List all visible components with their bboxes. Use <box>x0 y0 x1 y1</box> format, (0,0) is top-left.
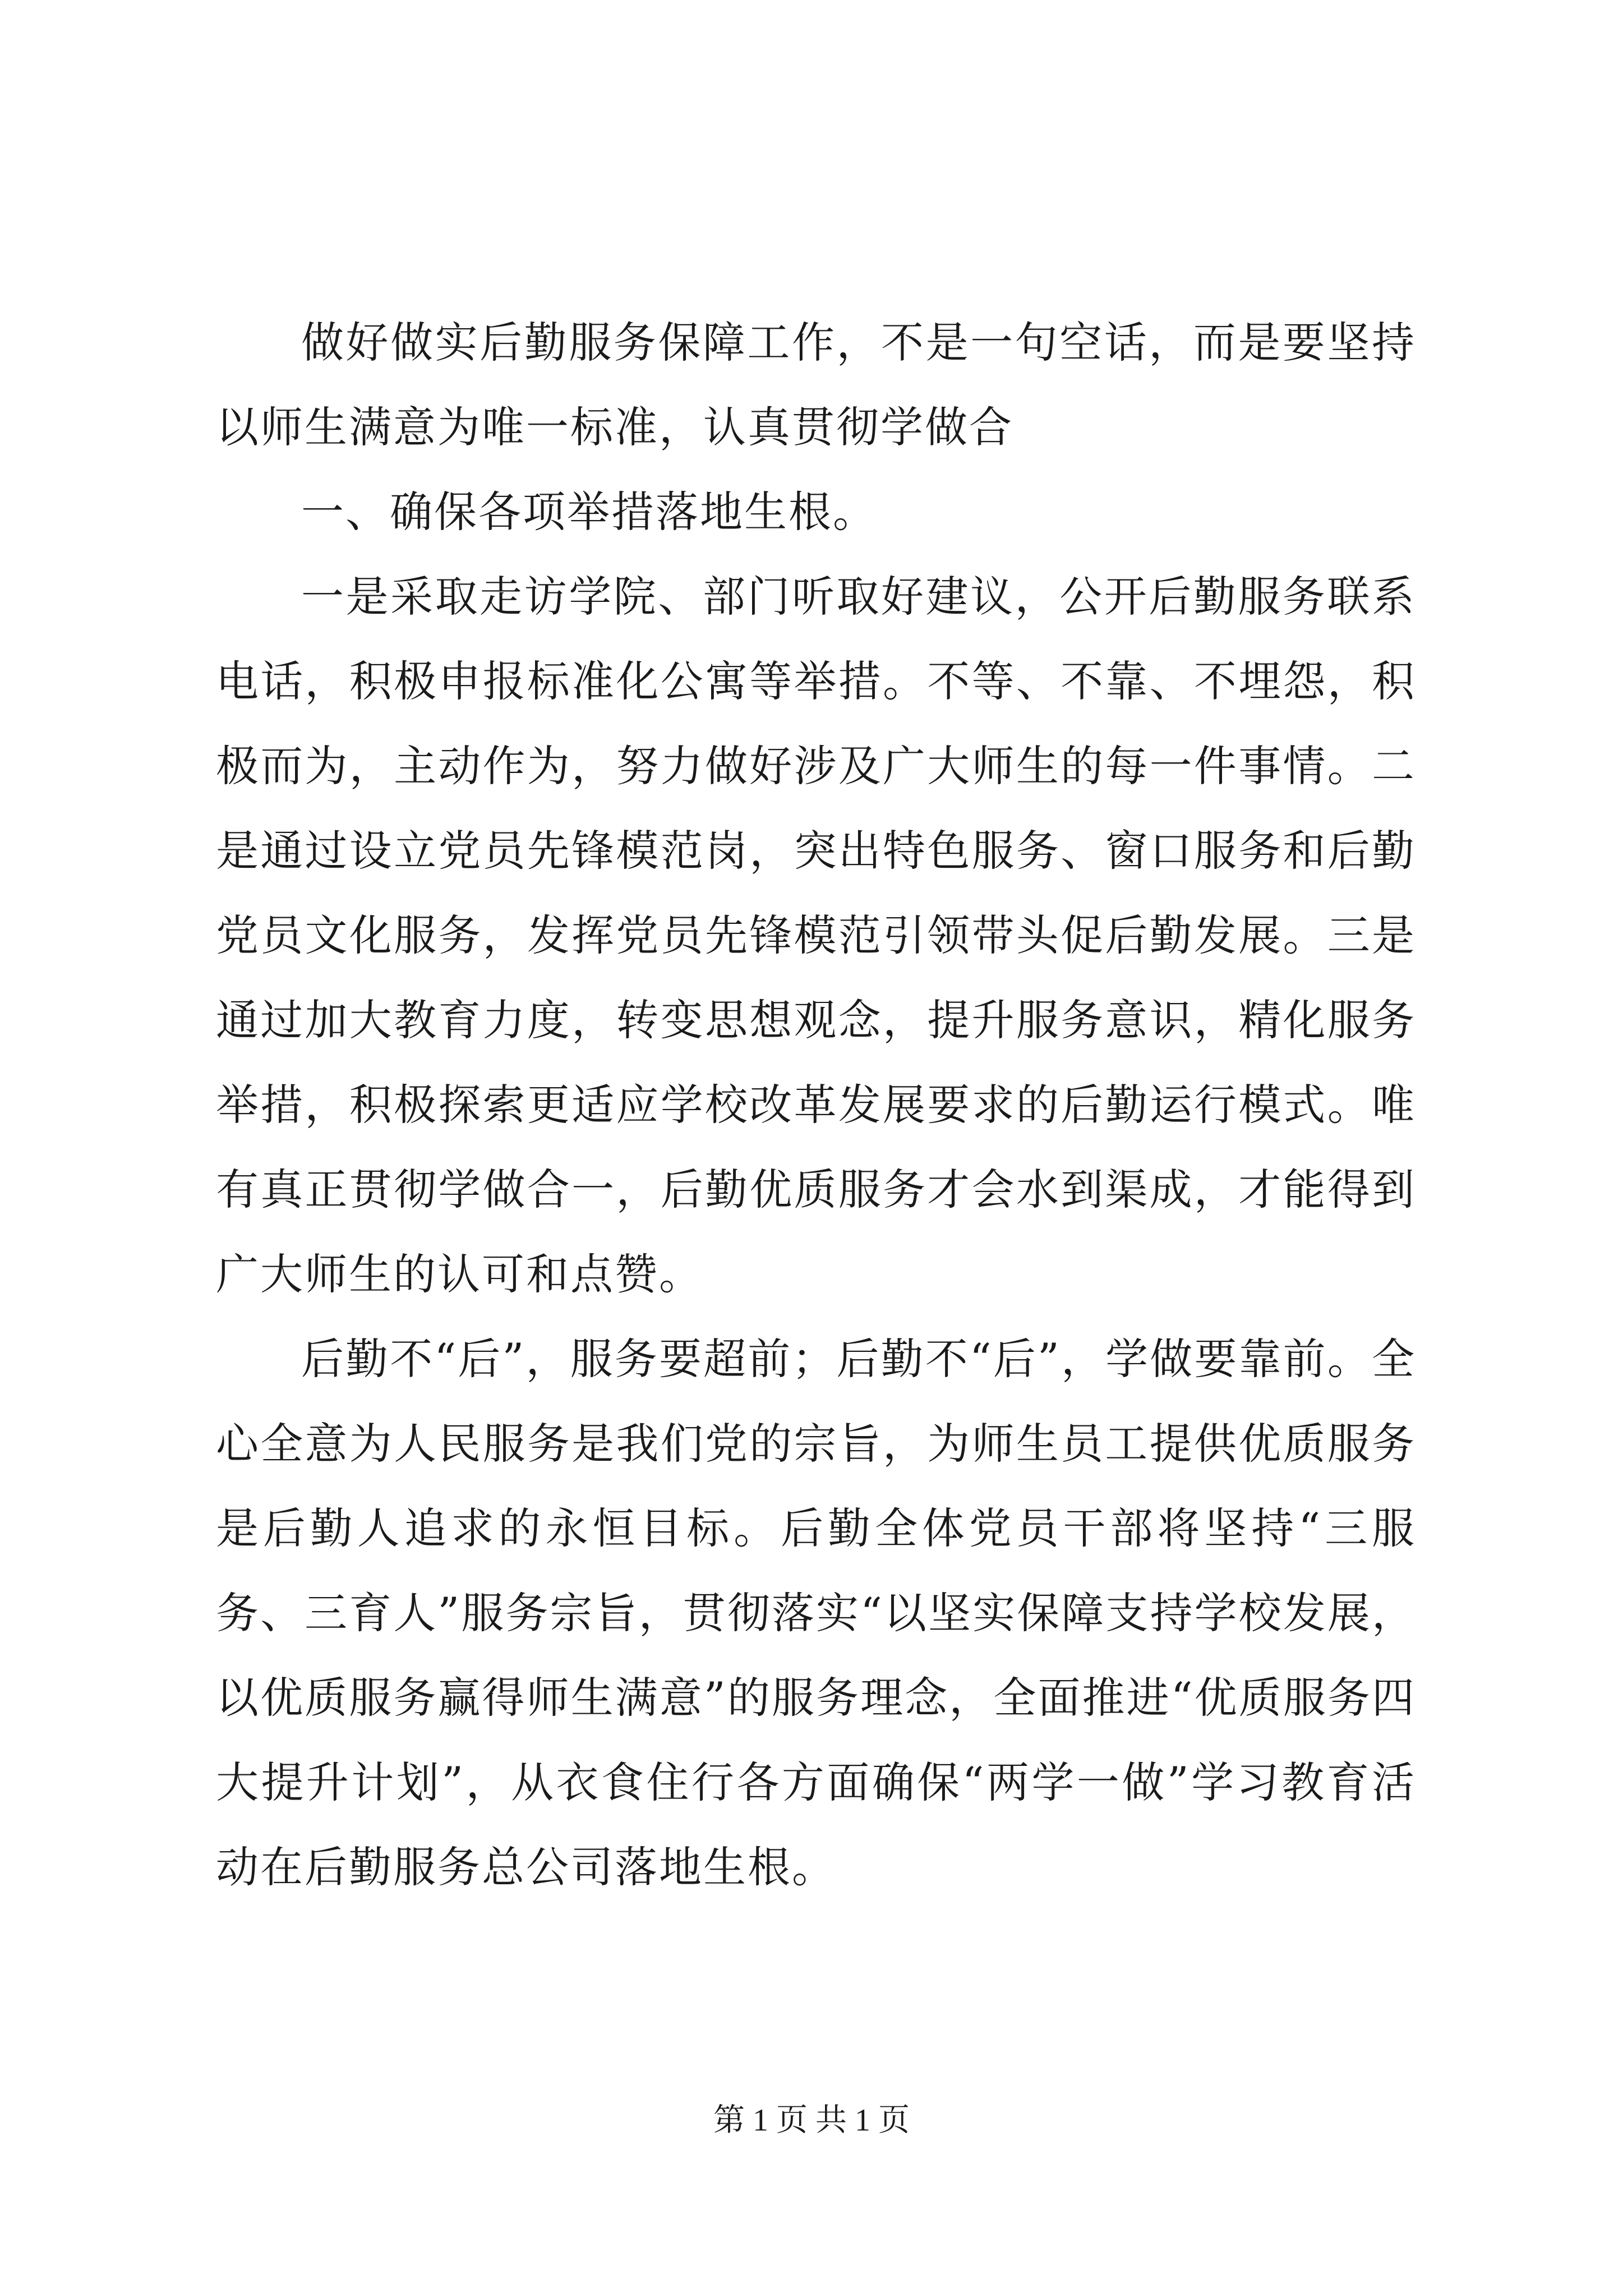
body-paragraph-measures: 一是采取走访学院、部门听取好建议，公开后勤服务联系电话，积极申报标准化公寓等举措。不等、不靠、不埋怨，积极而为，主动作为，努力做好涉及广大师生的每一件事情。二是通过设立党员先锋模范岗，突出特色服务、窗口服务和后勤党员文化服务，发挥党员先锋模范引领带头促后勤发展。三是通过加大教育力度，转变思想观念，提升服务意识，精化服务举措，积极探索更适应学校改革发展要求的后勤运行模式。唯有真正贯彻学做合一，后勤优质服务才会水到渠成，才能得到广大师生的认可和点赞。 <box>216 572 1416 1299</box>
body-paragraph-service: 后勤不“后”，服务要超前；后勤不“后”，学做要靠前。全心全意为人民服务是我们党的宗旨，为师生员工提供优质服务是后勤人追求的永恒目标。后勤全体党员干部将坚持“三服务、三育人”服务宗旨，贯彻落实“以坚实保障支持学校发展，以优质服务赢得师生满意”的服务理念，全面推进“优质服务四大提升计划”，从衣食住行各方面确保“两学一做”学习教育活动在后勤服务总公司落地生根。 <box>216 1334 1416 1892</box>
intro-paragraph: 做好做实后勤服务保障工作，不是一句空话，而是要坚持以师生满意为唯一标准，认真贯彻学做合 <box>216 318 1416 452</box>
section-heading: 一、确保各项举措落地生根。 <box>301 487 877 537</box>
document-body <box>216 300 1416 1910</box>
page-number-footer: 第 1 页 共 1 页 <box>713 2103 910 2138</box>
